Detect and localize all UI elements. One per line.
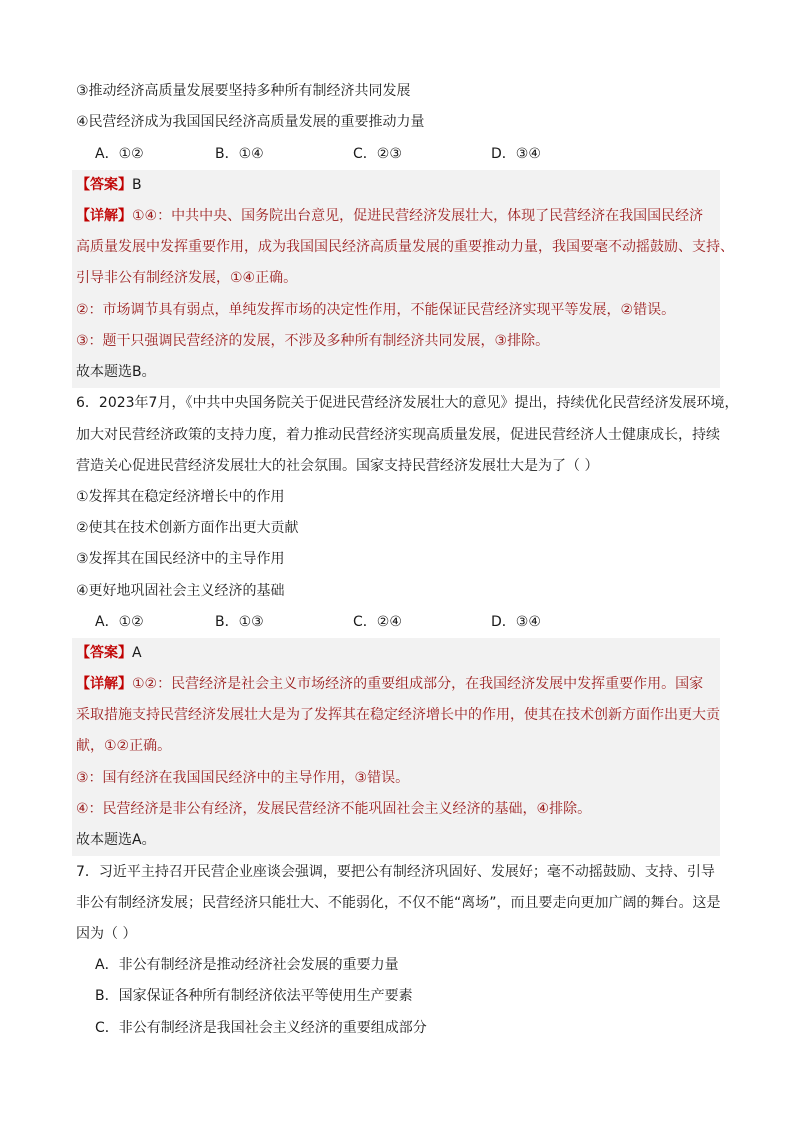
- detail-line-3: 引导非公有制经济发展，①④正确。: [76, 270, 298, 286]
- detail-line-1: [76, 674, 703, 694]
- answer-tag: 【答案】: [76, 645, 132, 661]
- detail-line-3: 献，①②正确。: [76, 738, 172, 754]
- detail-tag: 【详解】: [76, 208, 132, 224]
- option-d: D．③④: [491, 614, 541, 630]
- statement-4: ④更好地巩固社会主义经济的基础: [76, 583, 285, 599]
- detail-tag: 【详解】: [76, 676, 132, 692]
- option-c: C．②③: [353, 146, 402, 162]
- conclusion: 故本题选A。: [76, 832, 156, 848]
- option-d: D．③④: [491, 146, 541, 162]
- answer-value: B: [132, 177, 142, 193]
- option-b: B．国家保证各种所有制经济依法平等使用生产要素: [95, 988, 413, 1004]
- question-6-line-3: 营造关心促进民营经济发展壮大的社会氛围。国家支持民营经济发展壮大是为了（ ）: [76, 458, 599, 474]
- options-row: [95, 612, 541, 632]
- detail-line-1: [76, 206, 703, 226]
- detail-line-5: ③：题干只强调民营经济的发展，不涉及多种所有制经济共同发展，③排除。: [76, 333, 550, 349]
- statement-1: ①发挥其在稳定经济增长中的作用: [76, 489, 285, 505]
- option-c: C．非公有制经济是我国社会主义经济的重要组成部分: [95, 1020, 427, 1036]
- question-6-line-2: 加大对民营经济政策的支持力度，着力推动民营经济实现高质量发展，促进民营经济人士健康成长，持续: [76, 427, 720, 443]
- option-a: A．非公有制经济是推动经济社会发展的重要力量: [95, 957, 399, 973]
- statement-3: ③推动经济高质量发展要坚持多种所有制经济共同发展: [76, 83, 411, 99]
- detail-line-5: ④：民营经济是非公有经济，发展民营经济不能巩固社会主义经济的基础，④排除。: [76, 801, 592, 817]
- detail-line-4: ③：国有经济在我国国民经济中的主导作用，③错误。: [76, 770, 410, 786]
- option-a: A．①②: [95, 146, 144, 162]
- answer-line: [76, 643, 142, 663]
- options-row: [95, 144, 541, 164]
- option-b: B．①④: [215, 146, 264, 162]
- question-7-line-3: 因为（ ）: [76, 926, 137, 942]
- answer-line: [76, 175, 142, 195]
- option-c: C．②④: [353, 614, 402, 630]
- detail-line-4: ②：市场调节具有弱点，单纯发挥市场的决定性作用，不能保证民营经济实现平等发展，②错误。: [76, 302, 676, 318]
- statement-4: ④民营经济成为我国国民经济高质量发展的重要推动力量: [76, 114, 425, 130]
- answer-block: [72, 638, 720, 856]
- statement-3: ③发挥其在国民经济中的主导作用: [76, 551, 285, 567]
- detail-text: ①②：民营经济是社会主义市场经济的重要组成部分，在我国经济发展中发挥重要作用。国家: [132, 676, 704, 692]
- detail-line-2: 采取措施支持民营经济发展壮大是为了发挥其在稳定经济增长中的作用，使其在技术创新方面作出更大贡: [76, 707, 720, 723]
- statement-2: ②使其在技术创新方面作出更大贡献: [76, 520, 299, 536]
- option-a: A．①②: [95, 614, 144, 630]
- detail-text: ①④：中共中央、国务院出台意见，促进民营经济发展壮大，体现了民营经济在我国国民经济: [132, 208, 704, 224]
- conclusion: 故本题选B。: [76, 364, 156, 380]
- question-7-line-1: 7．习近平主持召开民营企业座谈会强调，要把公有制经济巩固好、发展好；毫不动摇鼓励、支持、引导: [76, 864, 715, 880]
- answer-block: [72, 170, 734, 388]
- answer-tag: 【答案】: [76, 177, 132, 193]
- answer-value: A: [132, 645, 142, 661]
- option-b: B．①③: [215, 614, 264, 630]
- question-7-line-2: 非公有制经济发展；民营经济只能壮大、不能弱化，不仅不能“离场”，而且要走向更加广阔的舞台。这是: [76, 895, 721, 911]
- detail-line-2: 高质量发展中发挥重要作用，成为我国国民经济高质量发展的重要推动力量，我国要毫不动摇鼓励、支持、: [76, 239, 734, 255]
- question-6-line-1: 6．2023年7月，《中共中央国务院关于促进民营经济发展壮大的意见》提出，持续优化民营经济发展环境，: [76, 395, 739, 411]
